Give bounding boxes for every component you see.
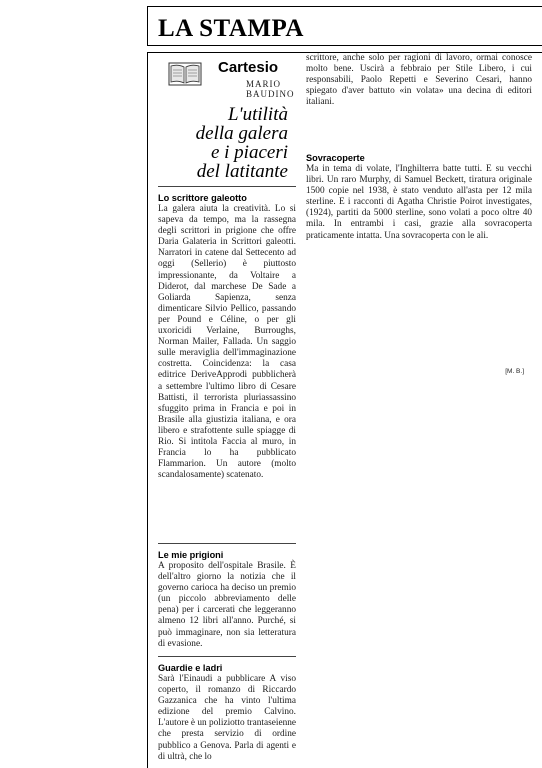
column-rubric: Cartesio: [218, 59, 279, 76]
section-title: Guardie e ladri: [158, 663, 223, 673]
section-body: La galera aiuta la creatività. Lo si sapeva da tempo, ma la rassegna degli scrittori in prigione che offre Daria Galateria in Scrittori galeotti. Narratori in catene dal Settecento ad oggi (Sellerio) è piuttosto impressionante, da Voltaire a Diderot, dal marchese De Sade a Goliarda Sapienza, senza dimenticare Silvio Pellico, passando per Pound e Céline, o per gli uxoricidi Verlaine, Burroughs, Norman Mailer, Falladа. Un saggio sulle meraviglia dell'immaginazione costretta. Coincidenza: la casa editrice DeriveApprodi pubblicherà a settembre l'ultimo libro di Cesare Battisti, il terrorista pluriassassino sfuggito prima in Francia e poi in Brasile alla giustizia italiana, e ora libero e strafottente sulle spiagge di Rio. Si intitola Faccia al muro, in Francia lo ha pubblicato Flammarion. Un autore (molto scandalosamente) scatenato.: [158, 204, 296, 481]
section-title: Sovracoperte: [306, 153, 365, 163]
section-body-continuation: scrittore, anche solo per ragioni di lavoro, ormai conosce molto bene. Uscirà a febbraio per Stile Libero, i cui responsabili, Paolo Repetti e Severino Cesari, hanno spiegato d'aver battuto «in volata» una decina di editori italiani.: [306, 53, 532, 108]
separator-line: [158, 656, 296, 657]
newspaper-masthead: [147, 6, 542, 46]
article-headline: L'utilità della galera e i piaceri del latitante: [195, 104, 288, 182]
section-body: Ma in tema di volate, l'Inghilterra batte tutti. E su vecchi libri. Un raro Murphy, di Samuel Beckett, tiratura originale 1500 copie nel 1938, è stato venduto all'asta per 12 mila sterline. E i racconti di Agatha Christie Poirot investigates, (1924), partiti da 5000 sterline, sono volati a poco oltre 40 mila. In entrambi i casi, grazie alla sovracoperta praticamente intatta. Una sovracoperta con le ali.: [306, 164, 532, 241]
section-body: A proposito dell'ospitale Brasile. È dell'altro giorno la notizia che il governo carioca ha deciso un premio (un piccolo abbreviamento delle pena) per i carcerati che leggeranno almeno 12 libri all'anno. Purché, si può immaginare, non sia letteratura di evasione.: [158, 561, 296, 649]
section-title: Le mie prigioni: [158, 550, 224, 560]
author-signature: [M. B.]: [505, 368, 524, 375]
section-body: Sarà l'Einaudi a pubblicare A viso coperto, il romanzo di Riccardo Gazzanica che ha vinto l'ultima edizione del premio Calvino. L'autore è un poliziotto trantaseienne che presta servizio di ordine pubblico a Genova. Parla di agenti e di ultrà, che lo: [158, 674, 296, 762]
section-title: Lo scrittore galeotto: [158, 193, 247, 203]
separator-line: [158, 543, 296, 544]
separator-line: [158, 186, 296, 187]
article-clipping: [147, 52, 542, 768]
newspaper-title: LA STAMPA: [158, 15, 304, 42]
author-first-name: MARIO: [246, 79, 282, 89]
author-last-name: BAUDINO: [246, 89, 295, 99]
open-book-icon: [168, 61, 202, 87]
